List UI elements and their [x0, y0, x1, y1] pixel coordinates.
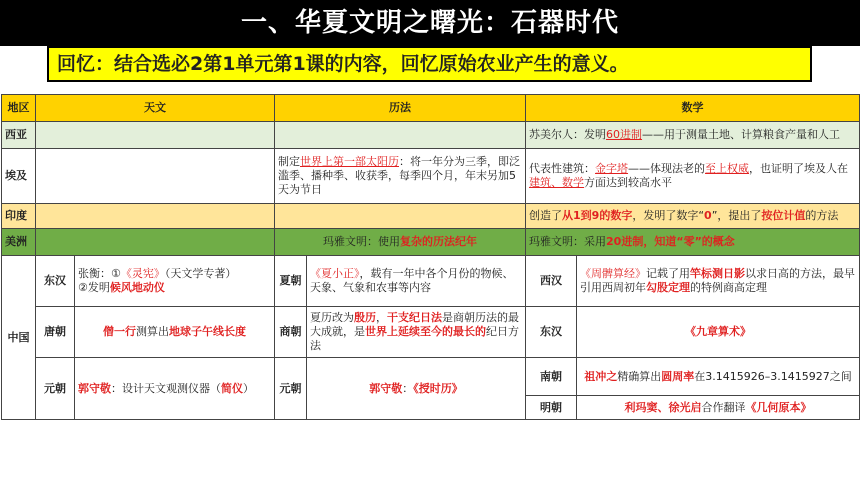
- header-region: 地区: [2, 95, 36, 122]
- china-math-dynasty-4: 明朝: [526, 396, 577, 420]
- india-math: 创造了从1到9的数字，发明了数字“0”，提出了按位计值的方法: [526, 204, 860, 229]
- row-china-1: [2, 256, 860, 307]
- header-math: 数学: [526, 95, 860, 122]
- egypt-math: 代表性建筑：金字塔——体现法老的至上权威，也证明了埃及人在建筑、数学方面达到较高水平: [526, 149, 860, 204]
- row-india: [2, 204, 860, 229]
- west-asia-astronomy-empty: [36, 122, 275, 149]
- region-china: 中国: [2, 256, 36, 420]
- china-math-3: 祖冲之精确算出圆周率在3.1415926–3.1415927之间: [577, 358, 860, 396]
- china-astro-2: 僧一行测算出地球子午线长度: [75, 307, 275, 358]
- west-asia-math: 苏美尔人：发明60进制——用于测量土地、计算粮食产量和人工: [526, 122, 860, 149]
- region-egypt: 埃及: [2, 149, 36, 204]
- china-astro-dynasty-1: 东汉: [36, 256, 75, 307]
- region-west-asia: 西亚: [2, 122, 36, 149]
- page-title: 一、华夏文明之曙光：石器时代: [0, 0, 860, 46]
- china-cal-dynasty-2: 商朝: [275, 307, 307, 358]
- china-cal-dynasty-3: 元朝: [275, 358, 307, 420]
- china-math-1: 《周髀算经》记载了用竿标测日影以求日高的方法，最早引用西周初年勾股定理的特例商高定理: [577, 256, 860, 307]
- row-west-asia: [2, 122, 860, 149]
- china-astro-3: 郭守敬：设计天文观测仪器（简仪）: [75, 358, 275, 420]
- header-calendar: 历法: [275, 95, 526, 122]
- table-header-row: [2, 95, 860, 122]
- india-calendar-empty: [275, 204, 526, 229]
- egypt-calendar: 制定世界上第一部太阳历：将一年分为三季，即泛滥季、播种季、收获季，每季四个月，年末另加5天为节日: [275, 149, 526, 204]
- header-astronomy: 天文: [36, 95, 275, 122]
- china-math-dynasty-3: 南朝: [526, 358, 577, 396]
- china-astro-dynasty-3: 元朝: [36, 358, 75, 420]
- review-prompt: 回忆：结合选必2第1单元第1课的内容，回忆原始农业产生的意义。: [47, 46, 812, 82]
- india-astronomy-empty: [36, 204, 275, 229]
- china-astro-1: 张衡：①《灵宪》（天文学专著） ②发明候风地动仪: [75, 256, 275, 307]
- china-cal-2: 夏历改为殷历，干支纪日法是商朝历法的最大成就，是世界上延续至今的最长的纪日方法: [307, 307, 526, 358]
- west-asia-calendar-empty: [275, 122, 526, 149]
- china-math-4: 利玛窦、徐光启合作翻译《几何原本》: [577, 396, 860, 420]
- china-cal-dynasty-1: 夏朝: [275, 256, 307, 307]
- civilization-table: [1, 94, 860, 420]
- china-astro-dynasty-2: 唐朝: [36, 307, 75, 358]
- region-india: 印度: [2, 204, 36, 229]
- america-calendar: 玛雅文明：使用复杂的历法纪年: [275, 229, 526, 256]
- america-math: 玛雅文明：采用20进制，知道“零”的概念: [526, 229, 860, 256]
- china-cal-1: 《夏小正》，载有一年中各个月份的物候、天象、气象和农事等内容: [307, 256, 526, 307]
- row-america: [2, 229, 860, 256]
- row-china-2: [2, 307, 860, 358]
- china-cal-3: 郭守敬：《授时历》: [307, 358, 526, 420]
- china-math-dynasty-2: 东汉: [526, 307, 577, 358]
- row-china-3: [2, 358, 860, 396]
- region-america: 美洲: [2, 229, 36, 256]
- china-math-2: 《九章算术》: [577, 307, 860, 358]
- america-astronomy-empty: [36, 229, 275, 256]
- row-egypt: [2, 149, 860, 204]
- egypt-astronomy-empty: [36, 149, 275, 204]
- china-math-dynasty-1: 西汉: [526, 256, 577, 307]
